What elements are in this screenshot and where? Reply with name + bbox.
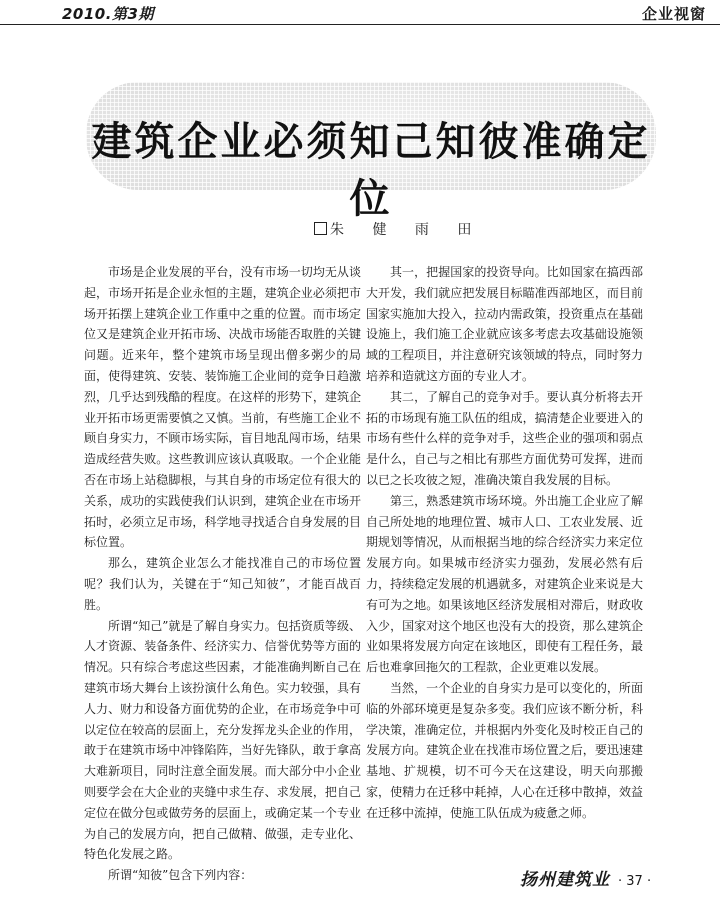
author-line	[314, 219, 483, 239]
paragraph: 市场是企业发展的平台，没有市场一切均无从谈起，市场开拓是企业永恒的主题，建筑企业必须把市场开拓摆上建筑企业工作重中之重的位置。而市场定位又是建筑企业开拓市场、决战市场能否取胜的关键问题。近来年，整个建筑市场呈现出僧多粥少的局面，使得建筑、安装、装饰施工企业间的竞争日趋激烈，几乎达到残酷的程度。在这样的形势下，建筑企业开拓市场更需要慎之又慎。当前，有些施工企业不顾自身实力，不顾市场实际，盲目地乱闯市场，结果造成经营失败。这些教训应该认真吸取。一个企业能否在市场上站稳脚根，与其自身的市场定位有很大的关系，成功的实践使我们认识到，建筑企业在市场开拓时，必须立足市场，科学地寻找适合自身发展的目标位置。	[84, 265, 361, 550]
paragraph: 其二，了解自己的竞争对手。要认真分析将去开拓的市场现有施工队伍的组成，搞清楚企业要进入的市场有些什么样的竞争对手，这些企业的强项和弱点是什么，自己与之相比有那些方面优势可发挥，进而以已之长攻彼之短，准确决策自我发展的目标。	[366, 389, 643, 487]
right-column	[366, 262, 643, 824]
article-title: 建筑企业必须知己知彼准确定位	[91, 119, 651, 222]
paragraph: 当然，一个企业的自身实力是可以变化的，所面临的外部环境更是复杂多变。我们应该不断分析，科学决策，准确定位，并根据内外变化及时校正自己的发展方向。建筑企业在找准市场位置之后，要迅速建基地、扩规模，切不可今天在这建设，明天向那搬家，使精力在迁移中耗掉，人心在迁移中散掉，效益在迁移中流掉，使施工队伍成为疲惫之师。	[366, 680, 643, 820]
paragraph: 第三，熟悉建筑市场环境。外出施工企业应了解自己所处地的地理位置、城市人口、工农业发展、近期规划等情况，从而根据当地的综合经济实力来定位发展方向。如果城市经济实力强劲，发展必然有后力，持续稳定发展的机遇就多，对建筑企业来说是大有可为之地。如果该地区经济发展相对滞后，财政收入少，国家对这个地区也没有大的投资，那么建筑企业如果将发展方向定在该地区，即使有工程任务，最后也难拿回拖欠的工程款，企业更难以发展。	[366, 493, 643, 675]
paragraph: 其一，把握国家的投资导向。比如国家在搞西部大开发，我们就应把发展目标瞄准西部地区，而目前国家实施加大投入，拉动内需政策，投资重点在基础设施上，我们施工企业就应该多考虑去攻基础设施领域的工程项目，并注意研究该领域的特点，同时努力培养和造就这方面的专业人才。	[366, 265, 643, 383]
page-header	[0, 0, 720, 24]
header-divider	[0, 24, 720, 25]
paragraph: 那么，建筑企业怎么才能找准自己的市场位置呢？我们认为，关键在于“知己知彼”，才能百战百胜。	[84, 556, 361, 612]
magazine-name: 扬州建筑业	[520, 870, 610, 890]
page-footer	[520, 865, 651, 890]
left-column	[84, 262, 361, 886]
author-name: 朱 健 雨 田	[330, 222, 484, 238]
page-number: · 37 ·	[618, 874, 652, 889]
section-label: 企业视窗	[641, 5, 706, 23]
paragraph: 所谓“知己”就是了解自身实力。包括资质等级、人才资源、装备条件、经济实力、信誉优势等方面的情况。只有综合考虑这些因素，才能准确判断自己在建筑市场大舞台上该扮演什么角色。实力较强，具有人力、财力和设备方面优势的企业，在市场竞争中可以定位在较高的层面上，充分发挥龙头企业的作用，敢于在建筑市场中冲锋陷阵，当好先锋队，敢于拿高大难新项目，同时注意全面发展。而大部分中小企业则要学会在大企业的夹缝中求生存、求发展，把自己定位在做分包或做劳务的层面上，或确定某一个专业为自己的发展方向，把自己做精、做强，走专业化、特色化发展之路。	[84, 618, 361, 862]
title-banner	[86, 82, 656, 222]
issue-label: 2010.第3期	[62, 5, 154, 23]
author-box-icon	[314, 222, 327, 235]
paragraph: 所谓“知彼”包含下列内容：	[108, 868, 253, 883]
